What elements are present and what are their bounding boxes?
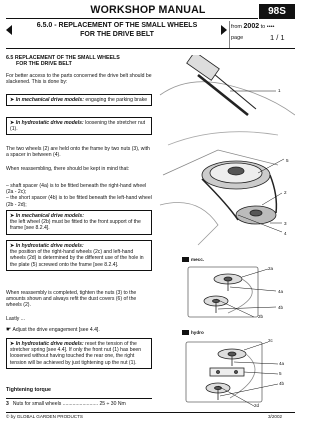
from-label: from 2002 to •••• — [231, 23, 275, 30]
footer-copyright: © by GLOBAL GARDEN PRODUCTS — [6, 414, 83, 419]
header-bottom-rule — [6, 48, 295, 49]
tighten-paragraph: When reassembly is completed, tighten the nuts (3) to the amounts shown and always refit the dust covers (6) of the wheels (2). — [6, 290, 137, 309]
prev-page-arrow-icon[interactable] — [6, 25, 12, 35]
callout-2a: 2a — [268, 266, 274, 271]
callout-2: 2 — [284, 190, 287, 195]
mecc-tag: mecc. — [182, 257, 204, 262]
callout-2b: 2b — [258, 314, 264, 319]
torque-row: 3 Nuts for small wheels ......................... 25 ÷ 30 Nm — [6, 398, 152, 407]
list-item: – the short spacer (4b) is to be fitted beneath the left-hand wheel (2b - 2d); — [6, 195, 152, 208]
header-rule — [6, 18, 258, 19]
hydrostatic-position-box: ➤ In hydrostatic drive models: the position of the right-hand wheels (2c) and left-hand wheels (2d) is determined by the different use of the hole in the plate (5) screwed onto the frame [see 8.2.4]. — [6, 240, 152, 271]
spacer-list — [6, 183, 152, 208]
drive-belt-photo — [158, 55, 295, 250]
footer-date: 3/2002 — [268, 414, 283, 419]
hydrostatic-note-box: ➤ In hydrostatic drive models: loosening the stretcher nut (1). — [6, 117, 152, 135]
hydro-tag: hydro — [182, 330, 204, 335]
callout-4a-hydro: 4a — [279, 361, 285, 366]
mechanical-wheels-diagram — [158, 255, 295, 323]
reassembly-paragraph: When reassembling, there should be kept in mind that: — [6, 166, 130, 172]
section-heading: 6.5 REPLACEMENT OF THE SMALL WHEELS FOR THE DRIVE BELT — [6, 55, 120, 68]
page-label: page — [231, 35, 244, 41]
callout-1: 1 — [278, 88, 281, 93]
next-page-arrow-icon[interactable] — [221, 25, 227, 35]
callout-5-hydro: 5 — [279, 371, 282, 376]
page-number: 1 / 1 — [270, 33, 285, 42]
intro-paragraph: For better access to the parts concerned the drive belt should be slackened. This is done by: — [6, 73, 152, 86]
stretcher-reset-box: ➤ In hydrostatic drive models: reset the tension of the stretcher spring [see 4.4]. If only the front nut (1) has been loosened without having touched the rear one, the right tension will be achieved by just tightening up the nut (1). — [6, 338, 152, 369]
callout-4b-hydro: 4b — [279, 381, 285, 386]
mechanical-front-box: ➤ In mechanical drive models: the left wheel (2b) must be fitted to the front support of the frame [see 8.2.4]. — [6, 210, 152, 235]
mechanical-note-box: ➤ In mechanical drive models: engaging the parking brake — [6, 94, 152, 106]
callout-2d: 2d — [254, 403, 260, 408]
callout-4a-mecc: 4a — [278, 289, 284, 294]
adjust-line: ☛ Adjust the drive engagement [see 4.4]. — [6, 327, 100, 333]
wheels-paragraph: The two wheels (2) are held onto the frame by two nuts (3), with a spacer in between (4). — [6, 146, 150, 159]
header-divider — [229, 21, 230, 48]
callout-2c: 2c — [268, 338, 273, 343]
callout-5: 5 — [286, 158, 289, 163]
section-title: 6.5.0 - REPLACEMENT OF THE SMALL WHEELS FOR THE DRIVE BELT — [36, 22, 198, 38]
manual-title: WORKSHOP MANUAL — [90, 4, 206, 16]
callout-4: 4 — [284, 231, 287, 236]
callout-4b-mecc: 4b — [278, 305, 284, 310]
callout-3: 3 — [284, 221, 287, 226]
lastly-text: Lastly ... — [6, 316, 25, 322]
list-item: – shaft spacer (4a) is to be fitted beneath the right-hand wheel (2a - 2c); — [6, 183, 147, 196]
hydrostatic-wheels-diagram — [158, 332, 295, 410]
footer-rule — [6, 412, 295, 413]
torque-heading: Tightening torque — [6, 387, 51, 393]
model-badge: 98S — [259, 4, 295, 19]
